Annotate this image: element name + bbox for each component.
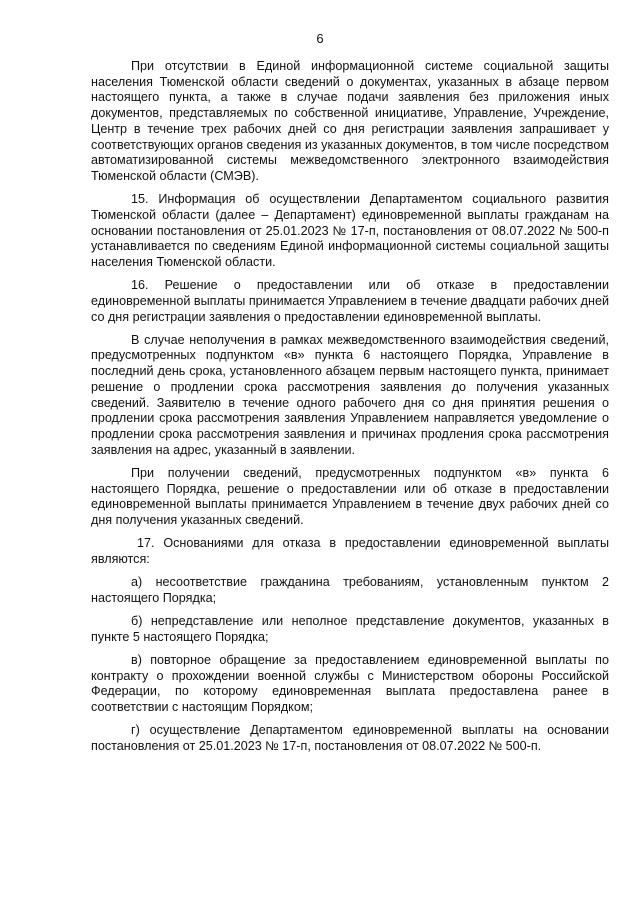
paragraph-item-15: 15. Информация об осуществлении Департаментом социального развития Тюменской области (далее – Департамент) единовременной выплаты гражданам на основании постановления от 25.01.2023 № 17-п, постановления от 08.07.2022 № 500-п устанавливается по сведениям Единой информационной системы социальной защиты населения Тюменской области. [91,192,609,269]
list-item-b: б) непредставление или неполное представление документов, указанных в пункте 5 настоящего Порядка; [91,614,609,644]
document-body [91,59,609,755]
paragraph-deadline-extension: В случае неполучения в рамках межведомственного взаимодействия сведений, предусмотренных подпунктом «в» пункта 6 настоящего Порядка, Управление в последний день срока, установленного абзацем первым настоящего пункта, принимает решение о продлении срока рассмотрения заявления до получения указанных сведений. Заявителю в течение одного рабочего дня со дня принятия решения о продлении срока рассмотрения заявления Управлением направляется уведомление о продлении срока рассмотрения заявления и причинах продления срока рассмотрения заявления на адрес, указанный в заявлении. [91,332,609,457]
paragraph-smev-request: При отсутствии в Единой информационной системе социальной защиты населения Тюменской области сведений о документах, указанных в абзаце первом настоящего пункта, а также в случае подачи заявления без приложения иных документов, представляемых по собственной инициативе, Управление, Учреждение, Центр в течение трех рабочих дней со дня регистрации заявления запрашивает у соответствующих органов сведения из указанных документов, в том числе посредством автоматизированной системы межведомственного электронного взаимодействия Тюменской области (СМЭВ). [91,59,609,183]
list-item-g: г) осуществление Департаментом единовременной выплаты на основании постановления от 25.01.2023 № 17-п, постановления от 08.07.2022 № 500-п. [91,723,609,753]
paragraph-item-17: 17. Основаниями для отказа в предоставлении единовременной выплаты являются: [91,536,609,566]
paragraph-item-16: 16. Решение о предоставлении или об отказе в предоставлении единовременной выплаты принимается Управлением в течение двадцати рабочих дней со дня регистрации заявления о предоставлении единовременной выплаты. [91,278,609,324]
page-number: 6 [316,31,324,46]
list-item-a: а) несоответствие гражданина требованиям, установленным пунктом 2 настоящего Порядка; [91,575,609,605]
list-item-v: в) повторное обращение за предоставлением единовременной выплаты по контракту о прохождении военной службы с Министерством обороны Российской Федерации, по которому единовременная выплата предоставлена ранее в соответствии с настоящим Порядком; [91,652,609,715]
paragraph-decision-on-receipt: При получении сведений, предусмотренных подпунктом «в» пункта 6 настоящего Порядка, решение о предоставлении или об отказе в предоставлении единовременной выплаты принимается Управлением в течение двух рабочих дней со дня получения указанных сведений. [91,465,609,527]
